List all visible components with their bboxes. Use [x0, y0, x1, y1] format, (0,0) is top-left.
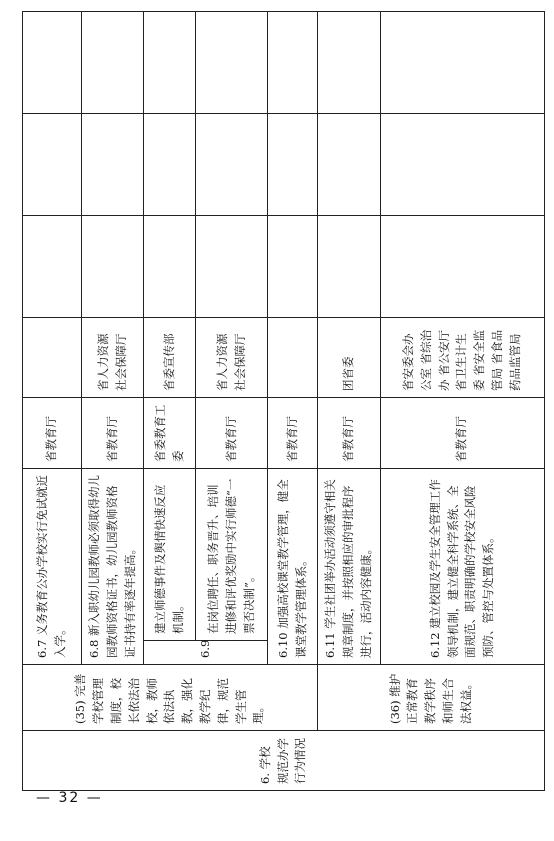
- item-6-8: 6.8 新入职幼儿园教师必须取得幼儿园教师资格证书，幼儿园教师资格证书持有率逐年提高。: [82, 468, 144, 664]
- blank-cell: [144, 11, 196, 113]
- blank-cell: [268, 215, 318, 317]
- blank-cell: [196, 113, 268, 215]
- blank-cell: [196, 215, 268, 317]
- item-6-7: 6.7 义务教育公办学校实行免试就近入学。: [23, 468, 82, 664]
- item-6-11: 6.11 学生社团举办活动须遵守相关规章制度，并按照相应的审批程序进行，活动内容健康。: [318, 468, 380, 664]
- lead-dept: 省教育厅: [268, 397, 318, 468]
- blank-cell: [380, 11, 544, 113]
- lead-dept: 省教育厅: [318, 397, 380, 468]
- table-row: [23, 11, 82, 790]
- item-6-12: 6.12 建立校园及学生安全管理工作领导机制，建立健全科学系统、全面规范、职责明确的学校安全风险预防、管控与处置体系。: [380, 468, 544, 664]
- blank-cell: [318, 11, 380, 113]
- table-row: [318, 11, 380, 790]
- indicator-table: [22, 11, 545, 791]
- blank-cell: [23, 215, 82, 317]
- blank-cell: [144, 113, 196, 215]
- blank-cell: [23, 11, 82, 113]
- blank-cell: [82, 113, 144, 215]
- blank-cell: [380, 215, 544, 317]
- blank-cell: [196, 11, 268, 113]
- blank-cell: [82, 215, 144, 317]
- blank-cell: [82, 11, 144, 113]
- blank-cell: [380, 113, 544, 215]
- lead-dept: 省教育厅: [380, 397, 544, 468]
- partner-dept: 省人力资源社会保障厅: [82, 317, 144, 397]
- blank-cell: [268, 11, 318, 113]
- item-6-9-a: 建立师德事件及舆情快速反应机制。: [144, 468, 196, 640]
- item-6-9-label: 6.9: [144, 641, 268, 665]
- lead-dept: 省教育厅: [196, 397, 268, 468]
- page-number: — 32 —: [36, 790, 103, 806]
- group-36-cell: (36) 维护正常教育教学秩序和师生合法权益。: [318, 665, 544, 731]
- group-35-cell: (35) 完善学校管理制度，校长依法治校，教师依法执教，强化教学纪律，规范学生管理。: [23, 665, 318, 731]
- item-6-10: 6.10 加强高校课堂教学管理，健全课堂教学管理体系。: [268, 468, 318, 664]
- blank-cell: [23, 113, 82, 215]
- partner-dept: 省人力资源社会保障厅: [196, 317, 268, 397]
- blank-cell: [144, 215, 196, 317]
- partner-dept: [23, 317, 82, 397]
- lead-dept: 省委教育工委: [144, 397, 196, 468]
- partner-dept: 团省委: [318, 317, 380, 397]
- item-6-9-b: 在岗位聘任、职务晋升、培训进修和评优奖励中实行师德“一票否决制”。: [196, 468, 268, 640]
- category-cell: 6. 学校规范办学行为情况: [23, 731, 545, 791]
- blank-cell: [268, 113, 318, 215]
- lead-dept: 省教育厅: [23, 397, 82, 468]
- partner-dept: 省安委会办公室 省综治办 省公安厅 省卫生计生委 省安全监管局 省食品药品监管局: [380, 317, 544, 397]
- partner-dept: 省委宣传部: [144, 317, 196, 397]
- lead-dept: 省教育厅: [82, 397, 144, 468]
- blank-cell: [318, 113, 380, 215]
- partner-dept: [268, 317, 318, 397]
- blank-cell: [318, 215, 380, 317]
